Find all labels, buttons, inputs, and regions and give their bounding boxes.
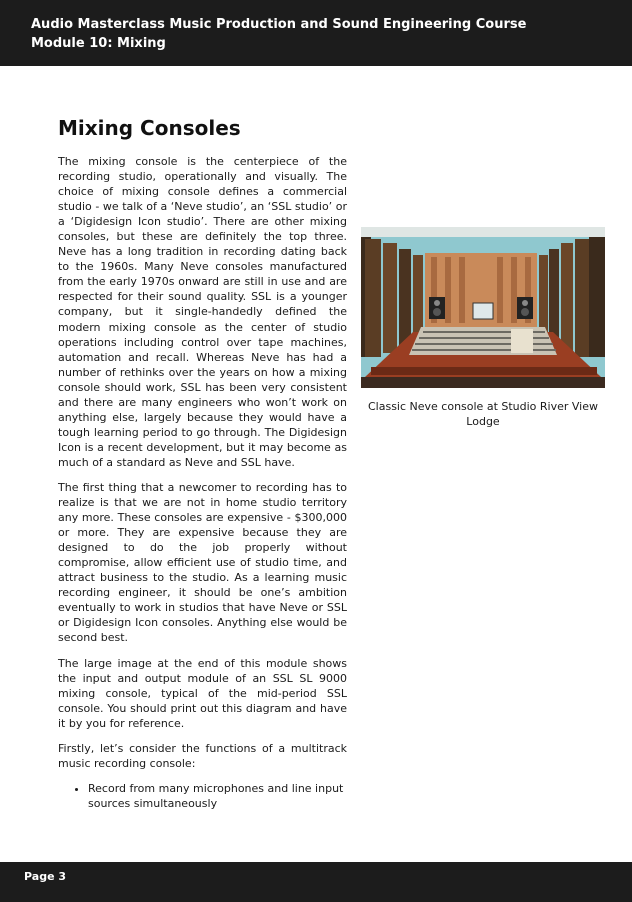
module-title: Module 10: Mixing (31, 36, 166, 51)
functions-list (58, 781, 347, 811)
paragraph-4: Firstly, let’s consider the functions of a multitrack music recording console: (58, 741, 347, 770)
list-item: • Record from many microphones and line input sources simultaneously (88, 781, 347, 811)
photo-caption: Classic Neve console at Studio River View Lodge (367, 400, 599, 428)
page-number: Page 3 (24, 870, 67, 883)
paragraph-3: The large image at the end of this module shows the input and output module of an SSL SL 9000 mixing console, typical of the mid-period SSL console. You should print out this diagram and have it by you for reference. (58, 656, 347, 730)
console-photo (361, 227, 605, 388)
page-footer (0, 862, 632, 902)
page-title: Mixing Consoles (58, 116, 241, 140)
course-title: Audio Masterclass Music Production and Sound Engineering Course (31, 17, 527, 32)
body-text (58, 154, 347, 811)
page-header (0, 0, 632, 66)
paragraph-1: The mixing console is the centerpiece of the recording studio, operationally and visually. The choice of mixing console defines a commercial studio - we talk of a ‘Neve studio’, an ‘SSL studio’ or a ‘Digidesign Icon studio’. There are other mixing consoles, but these are definitely the top three. Neve has a long tradition in recording dating back to the 1960s. Many Neve consoles manufactured from the early 1970s onward are still in use and are respected for their sound quality. SSL is a younger company, but it single-handedly defined the modern mixing console as the center of studio operations including control over tape machines, automation and recall. Whereas Neve has had a number of rethinks over the years on how a mixing console should work, SSL has been very consistent and there are many engineers who won’t work on anything else, largely because they would have a tough learning period to go through. The Digidesign Icon is a recent development, but it may become as much of a standard as Neve and SSL have. (58, 155, 347, 469)
paragraph-2: The first thing that a newcomer to recording has to realize is that we are not in home studio territory any more. These consoles are expensive - $300,000 or more. They are expensive because they are designed to do the job properly without compromise, allow efficient use of studio time, and attract business to the studio. As a learning music recording engineer, it should be one’s ambition eventually to work in studios that have Neve or SSL or Digidesign Icon consoles. Anything else would be second best. (58, 480, 347, 645)
